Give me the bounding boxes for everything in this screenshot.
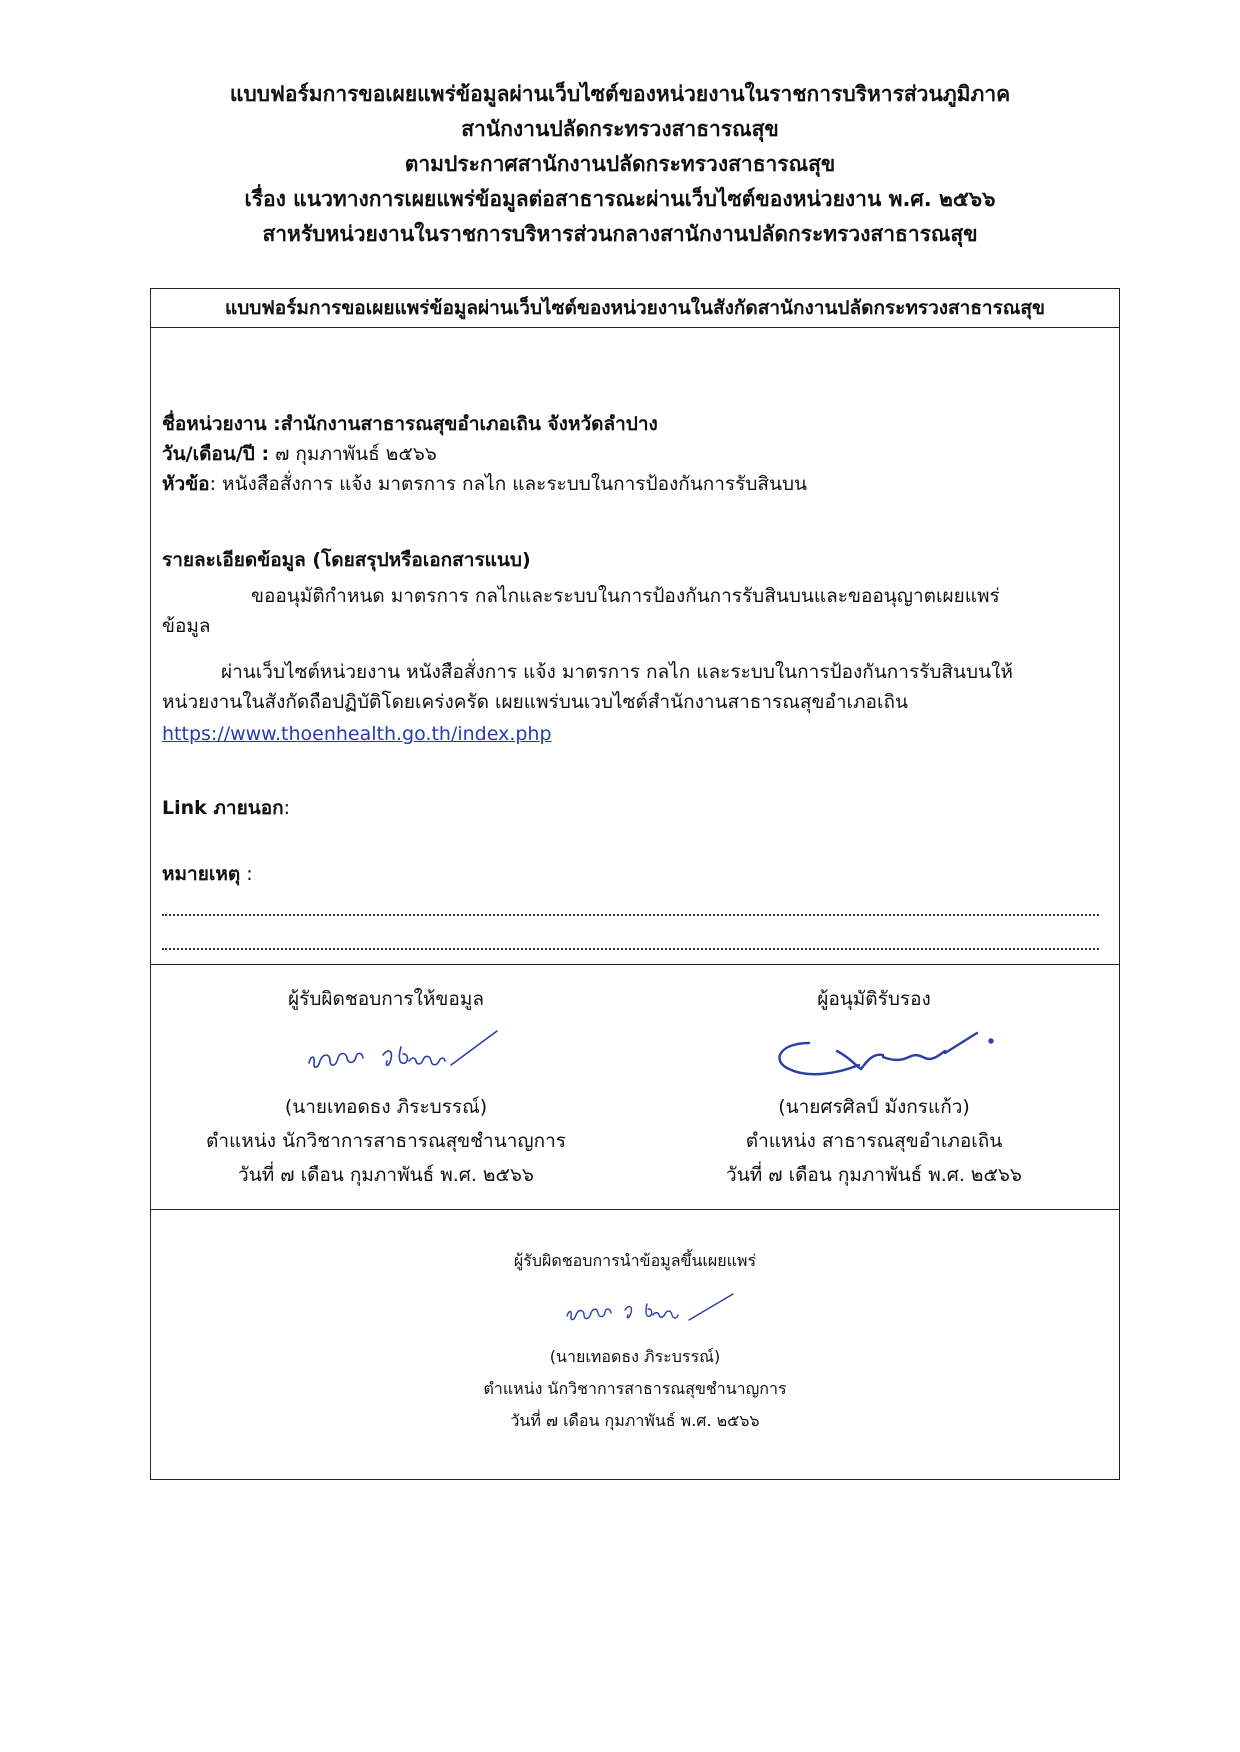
header-line-1: แบบฟอร์มการขอเผยแพร่ข้อมูลผ่านเว็บไซต์ของหน่วยงานในราชการบริหารส่วนภูมิภาค: [229, 82, 1011, 106]
agency-value: สำนักงานสาธารณสุขอำเภอเถิน จังหวัดลำปาง: [280, 413, 658, 435]
note-line: หมายเหตุ :: [162, 863, 253, 885]
header-line-5: สาหรับหน่วยงานในราชการบริหารส่วนกลางสานักงานปลัดกระทรวงสาธารณสุข: [262, 222, 978, 246]
publisher-name: (นายเทอดธง ภิระบรรณ์): [549, 1347, 721, 1366]
date-label: วัน/เดือน/ปี :: [162, 443, 270, 465]
note-dotted-line-2: [162, 946, 1099, 950]
right-date: วันที่ ๗ เดือน กุมภาพันธ์ พ.ศ. ๒๕๖๖: [726, 1164, 1022, 1186]
publisher-position: ตำแหน่ง นักวิชาการสาธารณสุขชำนาญการ: [483, 1379, 787, 1398]
date-value: ๗ กุมภาพันธ์ ๒๕๖๖: [275, 443, 437, 465]
subject-value: หนังสือสั่งการ แจ้ง มาตรการ กลไก และระบบในการป้องกันการรับสินบน: [222, 473, 808, 495]
header-line-3: ตามประกาศสานักงานปลัดกระทรวงสาธารณสุข: [404, 152, 836, 176]
right-role: ผู้อนุมัติรับรอง: [817, 988, 931, 1010]
external-link-label: Link ภายนอก: [162, 797, 284, 819]
info-section: [151, 328, 1119, 965]
date-line: [162, 440, 437, 468]
header-line-4: เรื่อง แนวทางการเผยแพร่ข้อมูลต่อสาธารณะผ่านเว็บไซต์ของหน่วยงาน พ.ศ. ๒๕๖๖: [244, 187, 996, 211]
request-form: [150, 288, 1120, 1480]
publisher-date: วันที่ ๗ เดือน กุมภาพันธ์ พ.ศ. ๒๕๖๖: [510, 1411, 760, 1430]
left-signature-image: [301, 1025, 501, 1085]
left-role: ผู้รับผิดชอบการให้ขอมูล: [288, 988, 484, 1010]
signature-section: [151, 965, 1119, 1210]
details-line-3: ผ่านเว็บไซต์หน่วยงาน หนังสือสั่งการ แจ้ง มาตรการ กลไก และระบบในการป้องกันการรับสินบนให้: [221, 661, 1013, 683]
right-signature-block: [639, 965, 1109, 1186]
left-position: ตำแหน่ง นักวิชาการสาธารณสุขชำนาญการ: [206, 1130, 566, 1152]
publisher-section: [151, 1210, 1119, 1480]
website-link[interactable]: https://www.thoenhealth.go.th/index.php: [162, 723, 552, 745]
external-link-line: Link ภายนอก:: [162, 797, 291, 819]
publisher-signature-image: [561, 1288, 741, 1332]
subject-line: หัวข้อ: หนังสือสั่งการ แจ้ง มาตรการ กลไก และระบบในการป้องกันการรับสินบน: [162, 473, 808, 495]
left-date: วันที่ ๗ เดือน กุมภาพันธ์ พ.ศ. ๒๕๖๖: [238, 1164, 534, 1186]
agency-line: [162, 410, 658, 438]
agency-label: ชื่อหน่วยงาน :: [162, 413, 281, 435]
header-line-2: สานักงานปลัดกระทรวงสาธารณสุข: [461, 117, 779, 141]
left-signature-block: [151, 965, 621, 1186]
right-name: (นายศรศิลป์ มังกรแก้ว): [778, 1096, 970, 1118]
publisher-role: ผู้รับผิดชอบการนำข้อมูลขึ้นเผยแพร่: [513, 1251, 757, 1270]
form-title: แบบฟอร์มการขอเผยแพร่ข้อมูลผ่านเว็บไซต์ของหน่วยงานในสังกัดสานักงานปลัดกระทรวงสาธารณสุข: [151, 289, 1119, 328]
left-name: (นายเทอดธง ภิระบรรณ์): [284, 1096, 488, 1118]
details-line-1: ขออนุมัติกำหนด มาตรการ กลไกและระบบในการป้องกันการรับสินบนและขออนุญาตเผยแพร่: [251, 585, 1000, 607]
note-dotted-line-1: [162, 912, 1099, 916]
right-signature-image: [769, 1021, 999, 1091]
details-line-2: ข้อมูล: [162, 615, 211, 637]
right-position: ตำแหน่ง สาธารณสุขอำเภอเถิน: [745, 1130, 1003, 1152]
details-line-4: หน่วยงานในสังกัดถือปฏิบัติโดยเคร่งครัด เผยแพร่บนเวบไซต์สำนักงานสาธารณสุขอำเภอเถิน: [162, 691, 908, 713]
note-label: หมายเหตุ: [162, 863, 241, 885]
document-header: [0, 78, 1240, 253]
subject-label: หัวข้อ: [162, 473, 210, 495]
details-label: รายละเอียดข้อมูล (โดยสรุปหรือเอกสารแนบ): [162, 549, 531, 571]
